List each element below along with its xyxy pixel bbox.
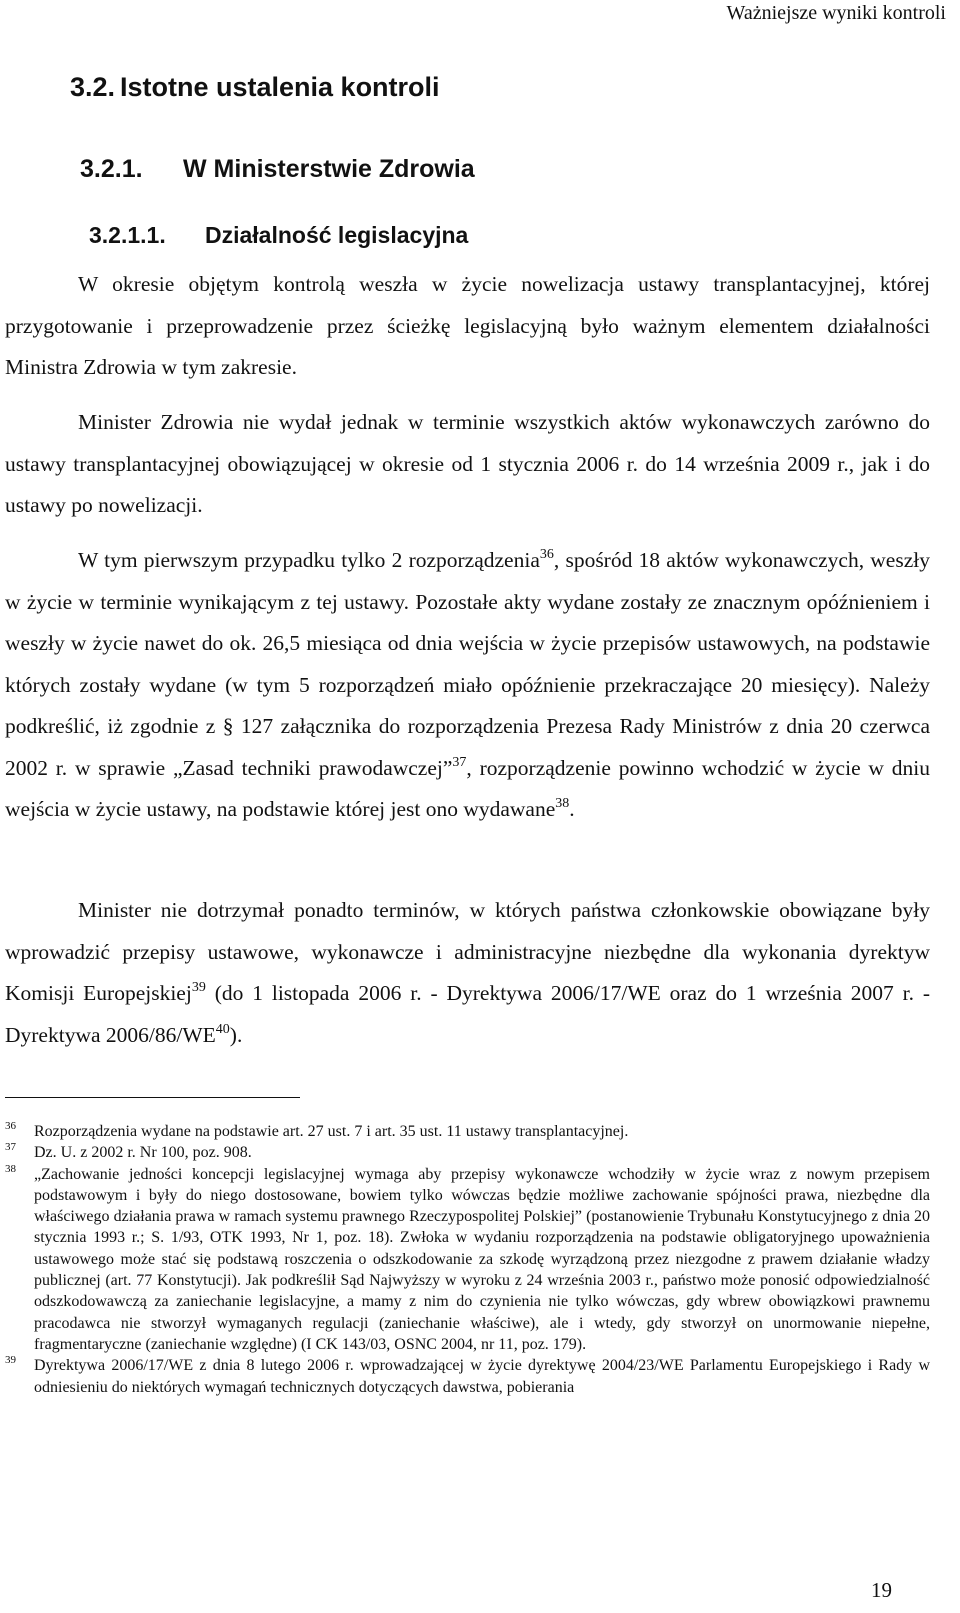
footnote-ref-36[interactable]: 36 xyxy=(539,547,554,562)
footnote-39 xyxy=(5,1355,930,1398)
section-title: Istotne ustalenia kontroli xyxy=(120,72,440,102)
footnote-text: Dz. U. z 2002 r. Nr 100, poz. 908. xyxy=(34,1144,252,1162)
paragraph-text: . xyxy=(569,797,575,821)
footnote-separator xyxy=(5,1097,300,1098)
subsubsection-title: Działalność legislacyjna xyxy=(205,222,469,248)
footnote-number: 37 xyxy=(5,1141,16,1154)
paragraph-text: , spośród 18 aktów wykonawczych, weszły w życie w terminie wynikającym z tej ustawy. Pozostałe akty wydane zostały ze znacznym opóźnieniem i weszły w życie nawet do ok. 26,5 miesiąca od dnia wejścia w życie przepisów ustawowych, na podstawie których zostały wydane (w tym 5 rozporządzeń miało opóźnienie przekraczające 20 miesięcy). Należy podkreślić, iż zgodnie z § 127 załącznika do rozporządzenia Prezesa Rady Ministrów z dnia 20 czerwca 2002 r. w sprawie „Zasad techniki prawodawczej” xyxy=(5,548,930,780)
paragraph-dyrektywy xyxy=(5,890,930,1056)
footnote-text: „Zachowanie jedności koncepcji legislacyjnej wymaga aby przepisy wykonawcze wchodziły w życie wraz z nowym przepisem podstawowym i były do niego dostosowane, bowiem tylko wówczas będzie możliwe zachowanie spójności prawa, niezbędne dla właściwego działania prawa w ramach systemu prawnego Rzeczypospolitej Polskiej” (postanowienie Trybunału Konstytucyjnego z dnia 20 stycznia 1993 r.; S. 1/93, OTK 1993, Nr 1, poz. 18). Zwłoka w wydaniu rozporządzenia na podstawie obligatoryjnego upoważnienia ustawowego może stać się podstawą roszczenia o odszkodowanie za szkodę wyrządzoną przez niezgodne z prawem działanie władzy publicznej (art. 77 Konstytucji). Jak podkreślił Sąd Najwyższy w wyroku z 24 września 2003 r., państwo może ponosić odpowiedzialność odszkodowawczą za zaniechanie legislacyjne, a mamy z nim do czynienia nie tylko wówczas, gdy wbrew obowiązkowi prawnemu pracodawca nie stworzył wymaganych regulacji (zaniechanie właściwe), ale i wtedy, gdy stworzył on unormowanie niepełne, fragmentaryczne (zaniechanie względne) (I CK 143/03, OSNC 2004, nr 11, poz. 179). xyxy=(34,1165,930,1353)
paragraph-text: ). xyxy=(229,1022,243,1047)
paragraph-nowelizacja: W okresie objętym kontrolą weszła w życie nowelizacja ustawy transplantacyjnej, której przygotowanie i przeprowadzenie przez ścieżkę legislacyjną było ważnym elementem działalności Ministra Zdrowia w tym zakresie. xyxy=(5,272,930,379)
footnote-ref-37[interactable]: 37 xyxy=(452,754,467,770)
subsection-number: 3.2.1. xyxy=(80,155,143,183)
footnote-text: Dyrektywa 2006/17/WE z dnia 8 lutego 2006 r. wprowadzającej w życie dyrektywę 2004/23/WE Parlamentu Europejskiego i Rady w odniesieniu do niektórych wymagań technicznych dotyczących dawstwa, pobierania xyxy=(34,1357,930,1396)
section-heading-3-2 xyxy=(70,72,440,103)
paragraph-akty-wykonawcze: Minister Zdrowia nie wydał jednak w terminie wszystkich aktów wykonawczych zarówno do ustawy transplantacyjnej obowiązującej w okresie od 1 stycznia 2006 r. do 14 września 2009 r., jak i do ustawy po nowelizacji. xyxy=(5,410,930,517)
subsubsection-number: 3.2.1.1. xyxy=(89,222,166,248)
paragraph-text: W tym pierwszym przypadku tylko 2 rozporządzenia xyxy=(78,548,540,572)
footnote-36 xyxy=(5,1121,930,1142)
paragraph-text: , rozporządzenie powinno wchodzić w życie w dniu wejścia w życie ustawy, na podstawie której jest ono wydawane xyxy=(5,755,930,821)
subsection-title: W Ministerstwie Zdrowia xyxy=(183,155,475,183)
footnote-38 xyxy=(5,1164,930,1356)
section-number: 3.2. xyxy=(70,72,116,102)
footnote-ref-39[interactable]: 39 xyxy=(191,980,206,995)
paragraph-text: Minister nie dotrzymał ponadto terminów, w których państwa członkowskie obowiązane były wprowadzić przepisy ustawowe, wykonawcze i administracyjne niezbędne dla wykonania dyrektyw Komisji Europejskiej xyxy=(5,898,930,1005)
paragraph-text: (do 1 listopada 2006 r. - Dyrektywa 2006/17/WE oraz do 1 września 2007 r. - Dyrektywa 2006/86/WE xyxy=(5,981,931,1047)
footnotes xyxy=(5,1121,930,1398)
running-header: Ważniejsze wyniki kontroli xyxy=(726,2,946,24)
footnote-text: Rozporządzenia wydane na podstawie art. 27 ust. 7 i art. 35 ust. 11 ustawy transplantacyjnej. xyxy=(34,1123,629,1140)
footnote-37 xyxy=(5,1142,930,1163)
footnote-ref-40[interactable]: 40 xyxy=(215,1021,230,1037)
paragraph-rozporzadzenia xyxy=(5,540,930,831)
footnote-number: 38 xyxy=(5,1162,16,1175)
footnote-ref-38[interactable]: 38 xyxy=(555,796,570,811)
subsubsection-heading-3-2-1-1 xyxy=(89,222,468,249)
subsection-heading-3-2-1 xyxy=(80,155,475,184)
page-number: 19 xyxy=(871,1578,892,1602)
footnote-number: 39 xyxy=(5,1354,16,1367)
footnote-number: 36 xyxy=(5,1120,16,1132)
